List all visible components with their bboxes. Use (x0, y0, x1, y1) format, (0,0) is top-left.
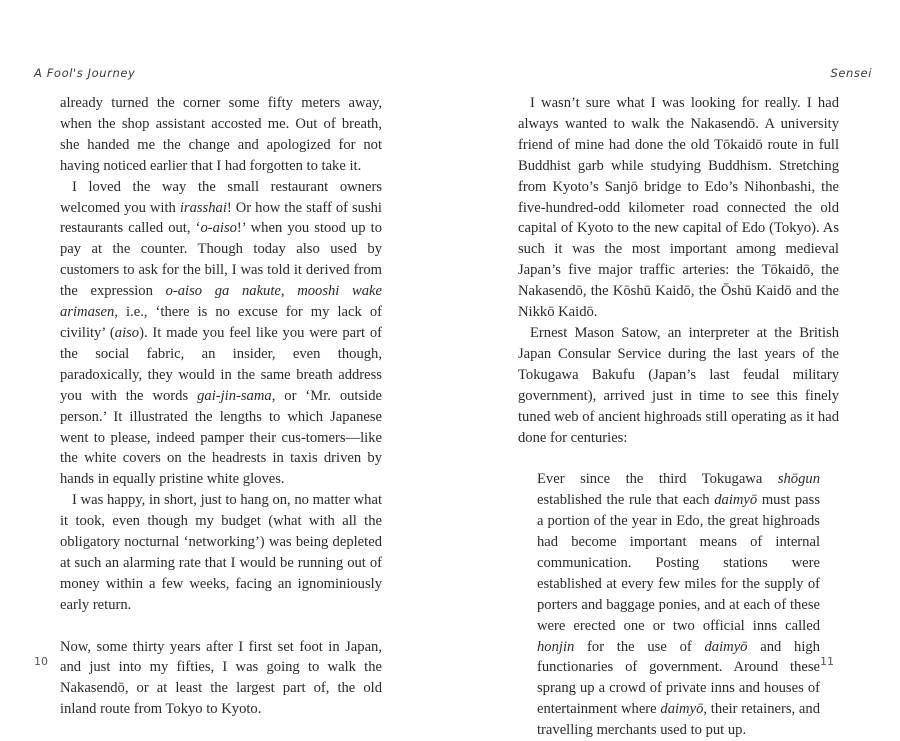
text-run: , or ‘Mr. outside person.’ It illustrated the lengths to which Japanese went to please, indeed pamper their cus-tomers—like the white covers on the headrests in taxis driven by hands in equally pristine white gloves. (60, 387, 382, 488)
text-run: ! Or how the staff of sushi restaurants called out, ‘ (60, 199, 382, 237)
text-run: !’ when you stood up to pay at the counter. Though today also used by customers to ask for the bill, I was told it derived from the expression (60, 220, 382, 300)
paragraph (60, 637, 382, 721)
text-run: I was happy, in short, just to hang on, no matter what it took, even though my budget (what with all the obligatory nocturnal ‘networking’) was being depleted at such an alarming rate that I would be running out of money within a few weeks, facing an ignominiously early return. (60, 492, 382, 613)
text-run: Now, some thirty years after I first set foot in Japan, and just into my fifties, I was going to walk the Nakasendō, or at least the largest part of, the old inland route from Tokyo to Kyoto. (60, 638, 382, 718)
italic-term: daimyō (714, 492, 758, 509)
paragraph (60, 490, 382, 615)
text-run: I wasn’t sure what I was looking for really. I had always wanted to walk the Nakasendō. A university friend of mine had done the old Tōkaidō route in full Buddhist garb while studying Buddhism. Stretching from Kyoto’s Sanjō bridge to Edo’s Nihonbashi, the five-hundred-odd kilometer road connected the old capital of Kyoto to the new capital of Edo (Tokyo). As such it was the most important among medieval Japan’s five major traffic arteries: the Tōkaidō, the Nakasendō, the Kōshū Kaidō, the Ōshū Kaidō and the Nikkō Kaidō. (518, 95, 839, 321)
page-number: 10 (34, 655, 48, 668)
italic-term: honjin (537, 638, 575, 655)
italic-term: aiso (114, 324, 140, 341)
text-run: already turned the corner some fifty meters away, when the shop assistant accosted me. Out of breath, she handed me the change and apologized for not having noticed earlier that I had forgotten to take it. (60, 95, 382, 174)
block-quote (537, 469, 820, 741)
text-run: , i.e., ‘there is no excuse for my lack of civility’ ( (60, 304, 382, 341)
paragraph (518, 93, 839, 323)
right-page-body (518, 93, 839, 741)
left-page (0, 0, 450, 730)
paragraph (60, 93, 382, 177)
text-run: I loved the way the small restaurant owners welcomed you with (60, 178, 382, 216)
italic-term: daimyō (660, 701, 704, 718)
text-run: established the rule that each (537, 492, 715, 509)
text-run: ). It made you feel like you were part of the social fabric, an insider, even though, paradoxically, they would in the same breath address you with the words (60, 324, 382, 404)
italic-term: o-aiso ga nakute, mooshi wake arimasen (60, 283, 382, 321)
text-run: , their retainers, and travelling merchants used to put up. (537, 701, 820, 739)
left-page-body (60, 93, 382, 720)
running-head-book-title: A Fool's Journey (34, 66, 136, 80)
paragraph (60, 177, 382, 491)
text-run: Ever since the third Tokugawa (537, 471, 778, 488)
page-number: 11 (820, 655, 834, 668)
italic-term: o-aiso (200, 220, 237, 237)
text-run: must pass a portion of the year in Edo, the great highroads had become important means of internal communication. Posting stations were established at every few miles for the supply of porters and baggage ponies, and at each of these were erected one or two official inns called (537, 492, 820, 634)
right-page (450, 0, 900, 739)
paragraph (518, 323, 839, 448)
running-head-chapter-title: Sensei (830, 66, 872, 80)
quote-paragraph (537, 469, 820, 741)
text-run: and high functionaries of government. Around these sprang up a crowd of private inns and houses of entertainment where (537, 638, 820, 718)
italic-term: daimyō (704, 638, 748, 655)
italic-term: irasshai (179, 199, 227, 216)
italic-term: gai-jin-sama (197, 387, 272, 404)
text-run: Ernest Mason Satow, an interpreter at the British Japan Consular Service during the last years of the Tokugawa Bakufu (Japan’s last feudal military government), arrived just in time to see this finely tuned web of ancient highroads still operating as it had done for centuries: (518, 324, 839, 446)
text-run: for the use of (574, 638, 705, 655)
italic-term: shōgun (777, 471, 820, 488)
